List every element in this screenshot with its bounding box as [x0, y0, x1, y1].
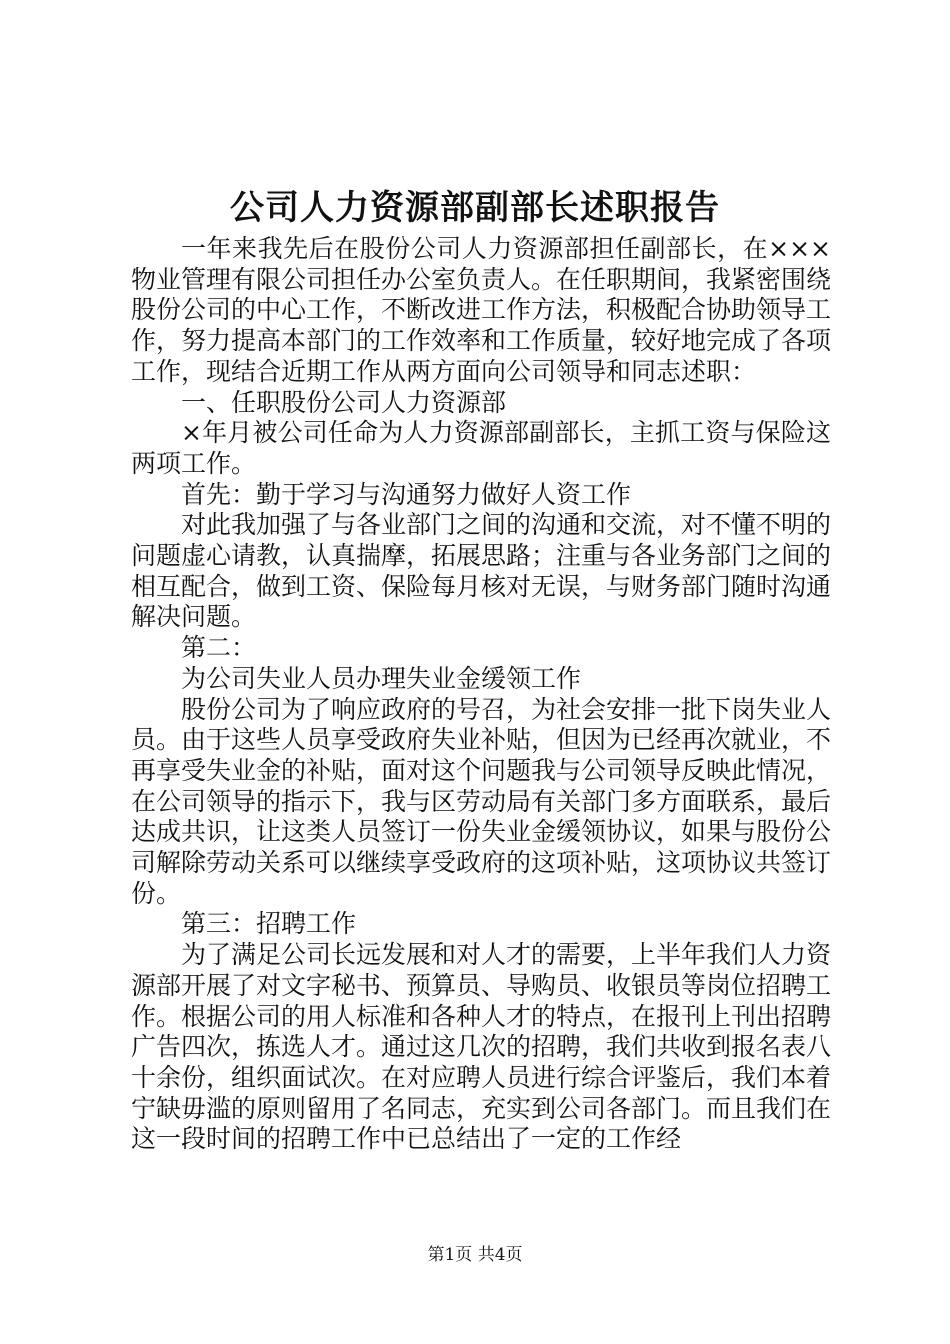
paragraph-intro: 一年来我先后在股份公司人力资源部担任副部长，在×××物业管理有限公司担任办公室负责人。在任职期间，我紧密围绕股份公司的中心工作，不断改进工作方法，积极配合协助领导工作，努力提高本部门的工作效率和工作质量，较好地完成了各项工作，现结合近期工作从两方面向公司领导和同志述职： [131, 234, 832, 386]
document-body [131, 234, 831, 1155]
page-footer: 第1页 共4页 [427, 1245, 523, 1265]
paragraph-appointment: ×年月被公司任命为人力资源部副部长，主抓工资与保险这两项工作。 [131, 418, 831, 478]
subheading-third: 第三：招聘工作 [181, 909, 357, 939]
document-title: 公司人力资源部副部长述职报告 [230, 188, 720, 228]
section-heading-1: 一、任职股份公司人力资源部 [181, 387, 507, 417]
paragraph-recruitment: 为了满足公司长远发展和对人才的需要，上半年我们人力资源部开展了对文字秘书、预算员、导购员、收银员等岗位招聘工作。根据公司的用人标准和各种人才的特点，在报刊上刊出招聘广告四次，拣选人才。通过这几次的招聘，我们共收到报名表八十余份，组织面试次。在对应聘人员进行综合评鉴后，我们本着宁缺毋滥的原则留用了名同志，充实到公司各部门。而且我们在这一段时间的招聘工作中已总结出了一定的工作经 [131, 940, 832, 1154]
subheading-first: 首先：勤于学习与沟通努力做好人资工作 [181, 479, 632, 509]
paragraph-communication: 对此我加强了与各业部门之间的沟通和交流，对不懂不明的问题虚心请教，认真揣摩，拓展思路；注重与各业务部门之间的相互配合，做到工资、保险每月核对无误，与财务部门随时沟通解决问题。 [131, 510, 832, 632]
subheading-second: 第二： [181, 633, 257, 663]
paragraph-unemployment: 股份公司为了响应政府的号召，为社会安排一批下岗失业人员。由于这些人员享受政府失业补贴，但因为已经再次就业，不再享受失业金的补贴，面对这个问题我与公司领导反映此情况，在公司领导的指示下，我与区劳动局有关部门多方面联系，最后达成共识，让这类人员签订一份失业金缓领协议，如果与股份公司解除劳动关系可以继续享受政府的这项补贴，这项协议共签订份。 [131, 694, 832, 908]
subheading-second-topic: 为公司失业人员办理失业金缓领工作 [181, 663, 582, 693]
